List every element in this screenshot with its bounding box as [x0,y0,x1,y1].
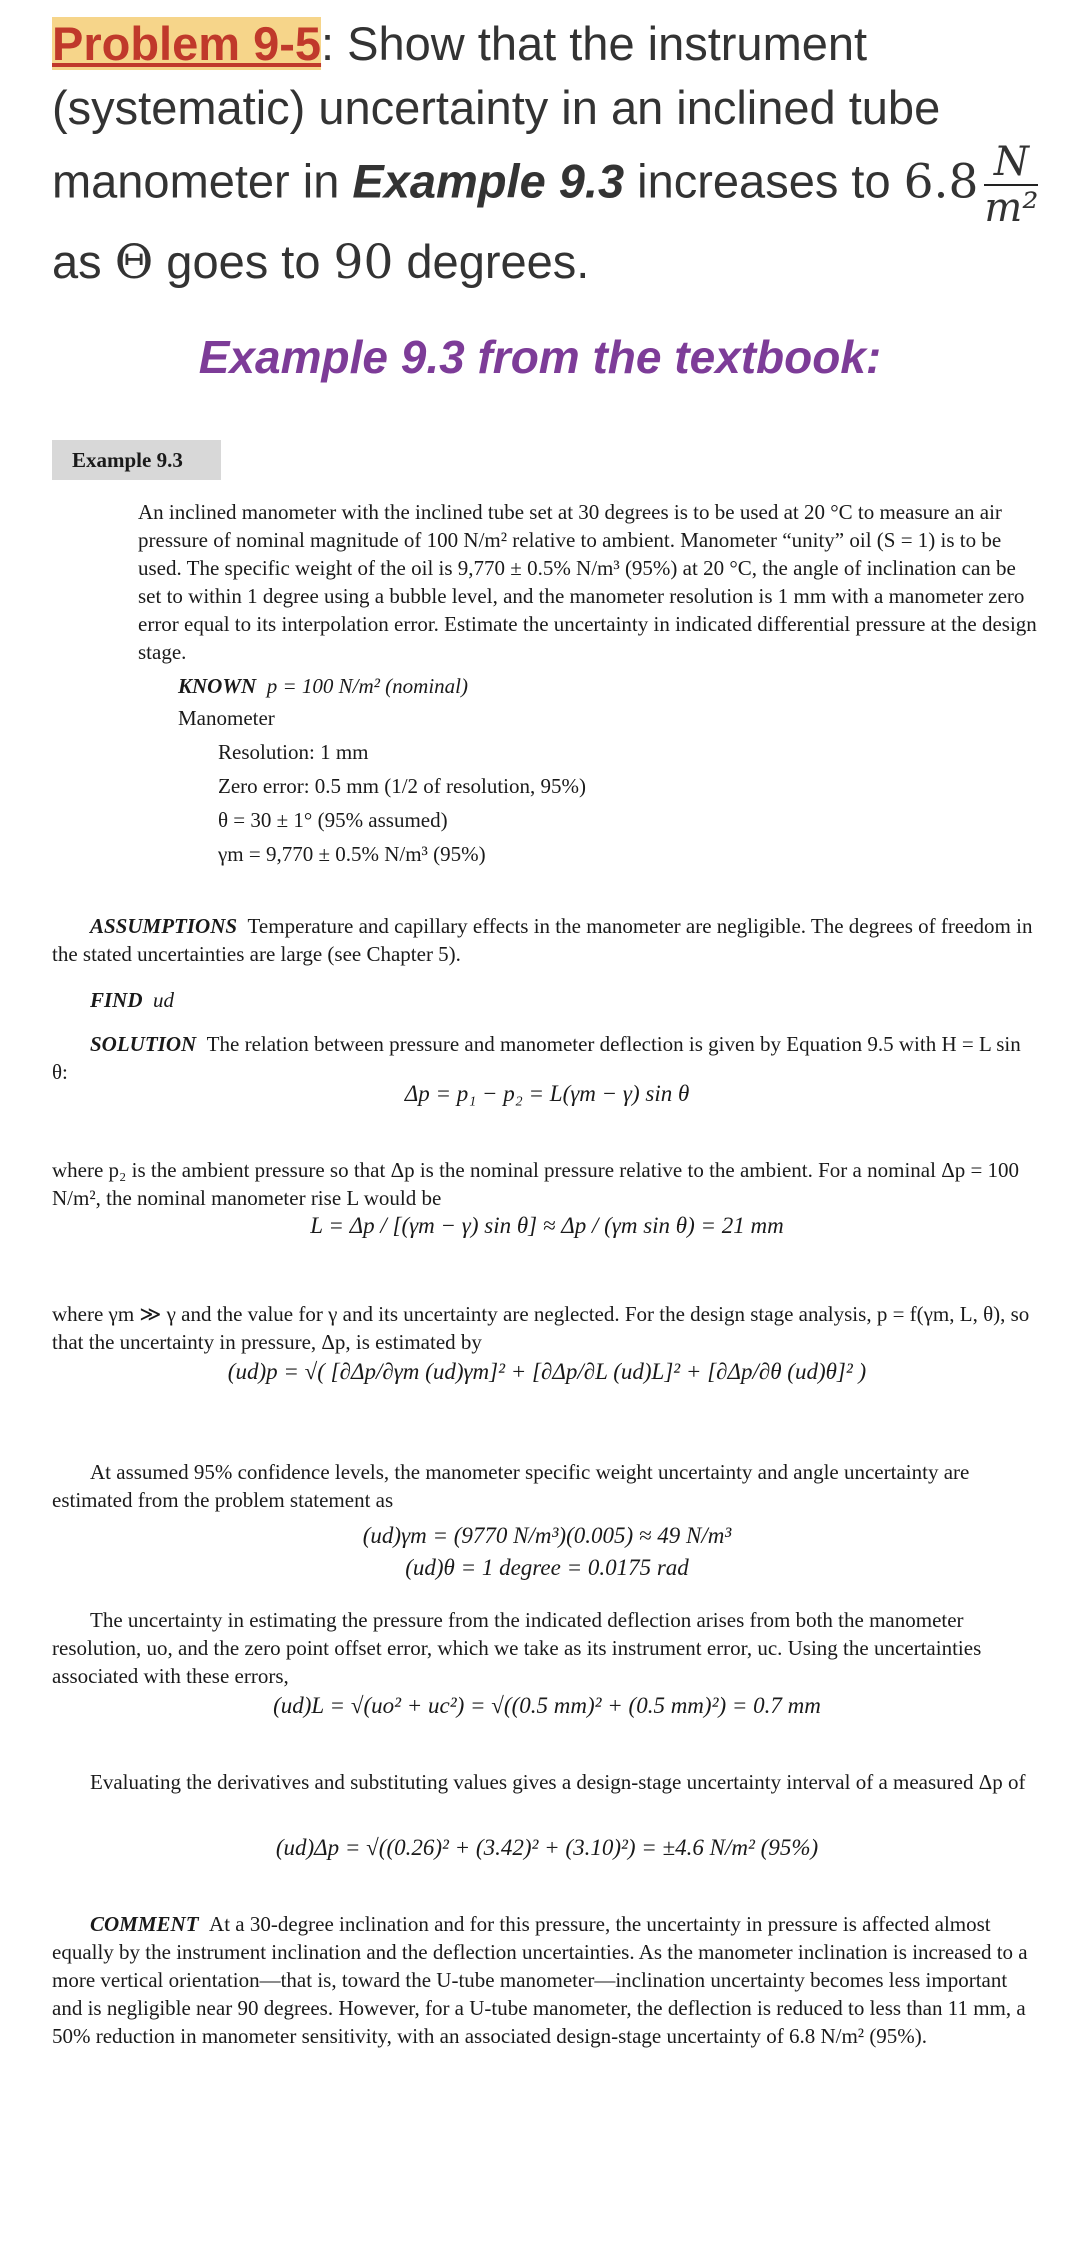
equation-theta-uncertainty: (ud)θ = 1 degree = 0.0175 rad [405,1555,689,1580]
resolution-text-body: The uncertainty in estimating the pressure from the indicated deflection arises from both the manometer resolution, uo, and the zero point offset error, which we take as its instrument error, uc. Using the uncertainties associated with these errors, [52,1608,982,1688]
equation-result: (ud)Δp = √((0.26)² + (3.42)² + (3.10)²) = ±4.6 N/m² (95%) [275,1835,819,1860]
problem-text-1: Show that the instrument (systematic) uncertainty in an inclined tube manometer in [52,17,941,208]
example-intro: An inclined manometer with the inclined tube set at 30 degrees is to be used at 20 °C to measure an air pressure of nominal magnitude of 100 N/m² relative to ambient. Manometer “unity” oil (S = 1) is to be used. The specific weight of the oil is 9,770 ± 0.5% N/m³ (95%) at 20 °C, the angle of inclination can be set to within 1 degree using a bubble level, and the manometer resolution is 1 mm with a manometer zero error equal to its interpolation error. Estimate the uncertainty in indicated differential pressure at the design stage. [138,500,1037,664]
known-value: p = 100 N/m² (nominal) [266,674,468,698]
manometer-label: Manometer [178,706,275,730]
solution-paragraph [52,1030,1037,1086]
example-tag: Example 9.3 [52,440,221,480]
derivatives-text [52,1768,1037,1796]
known-line [178,672,1038,700]
equation-length-uncertainty: (ud)L = √(uo² + uc²) = √((0.5 mm)² + (0.5 mm)²) = 0.7 mm [273,1693,821,1718]
problem-statement [52,12,1052,295]
theta-symbol: Θ [114,235,154,290]
assumptions-paragraph [52,912,1037,968]
comment-text: At a 30-degree inclination and for this pressure, the uncertainty in pressure is affected almost equally by the instrument inclination and the deflection uncertainties. As the manometer inclination is increased to a more vertical orientation—that is, toward the U-tube manometer—inclination uncertainty becomes less important and is negligible near 90 degrees. However, for a U-tube manometer, the deflection is reduced to less than 11 mm, a 50% reduction in manometer sensitivity, with an associated design-stage uncertainty of 6.8 N/m² (95%). [52,1912,1028,2048]
equation-pressure: Δp = p₁ − p₂ = L(γm − γ) sin θ [404,1081,690,1106]
equation-uncertainty: (ud)p = √( [∂Δp/∂γm (ud)γm]² + [∂Δp/∂L (ud)L]² + [∂Δp/∂θ (ud)θ]² ) [227,1359,867,1384]
comment-paragraph [52,1910,1037,2050]
assumptions-text: Temperature and capillary effects in the manometer are negligible. The degrees of freedom in the stated uncertainties are large (see Chapter 5). [52,914,1033,966]
comment-label: COMMENT [90,1912,199,1936]
confidence-text-body: At assumed 95% confidence levels, the manometer specific weight uncertainty and angle uncertainty are estimated from the problem statement as [52,1460,970,1512]
solution-text: The relation between pressure and manometer deflection is given by Equation 9.5 with H = L sin θ: [52,1032,1021,1084]
problem-text-5: degrees. [393,235,590,288]
find-label: FIND [90,988,143,1012]
equation-rise: L = Δp / [(γm − γ) sin θ] ≈ Δp / (γm sin θ) = 21 mm [310,1213,784,1238]
problem-text-3: as [52,235,115,288]
equation-gamma-uncertainty: (ud)γm = (9770 N/m³)(0.005) ≈ 49 N/m³ [362,1523,732,1548]
example-reference: Example 9.3 [352,154,625,208]
unit-numerator: N [984,140,1038,186]
nominal-rise-text: where p₂ is the ambient pressure so that Δp is the nominal pressure relative to the ambient. For a nominal Δp = 100 N/m², the nominal manometer rise L would be [52,1158,1020,1210]
angle-value: 90 [333,235,394,290]
known-item: γm = 9,770 ± 0.5% N/m³ (95%) [218,842,486,866]
example-heading: Example 9.3 from the textbook: [198,331,882,383]
design-stage-text: where γm ≫ γ and the value for γ and its uncertainty are neglected. For the design stage analysis, p = f(γm, L, θ), so that the uncertainty in pressure, Δp, is estimated by [52,1302,1030,1354]
derivatives-text-body: Evaluating the derivatives and substituting values gives a design-stage uncertainty interval of a measured Δp of [90,1770,1026,1794]
problem-text-4: goes to [153,235,334,288]
confidence-text [52,1458,1037,1514]
find-line [90,986,174,1014]
unit-fraction [984,140,1038,230]
unit-denominator: m² [984,185,1039,231]
problem-text-2: increases to [624,154,904,208]
problem-label: Problem 9-5 [52,17,322,70]
resolution-text [52,1606,1037,1690]
find-value: ud [153,988,175,1012]
known-item: θ = 30 ± 1° (95% assumed) [218,808,448,832]
known-item: Zero error: 0.5 mm (1/2 of resolution, 95%) [218,774,586,798]
problem-colon: : [321,17,335,70]
known-item: Resolution: 1 mm [218,740,369,764]
solution-label: SOLUTION [90,1032,197,1056]
known-label: KNOWN [178,674,257,698]
assumptions-label: ASSUMPTIONS [90,914,238,938]
uncertainty-value: 6.8 [903,154,979,210]
